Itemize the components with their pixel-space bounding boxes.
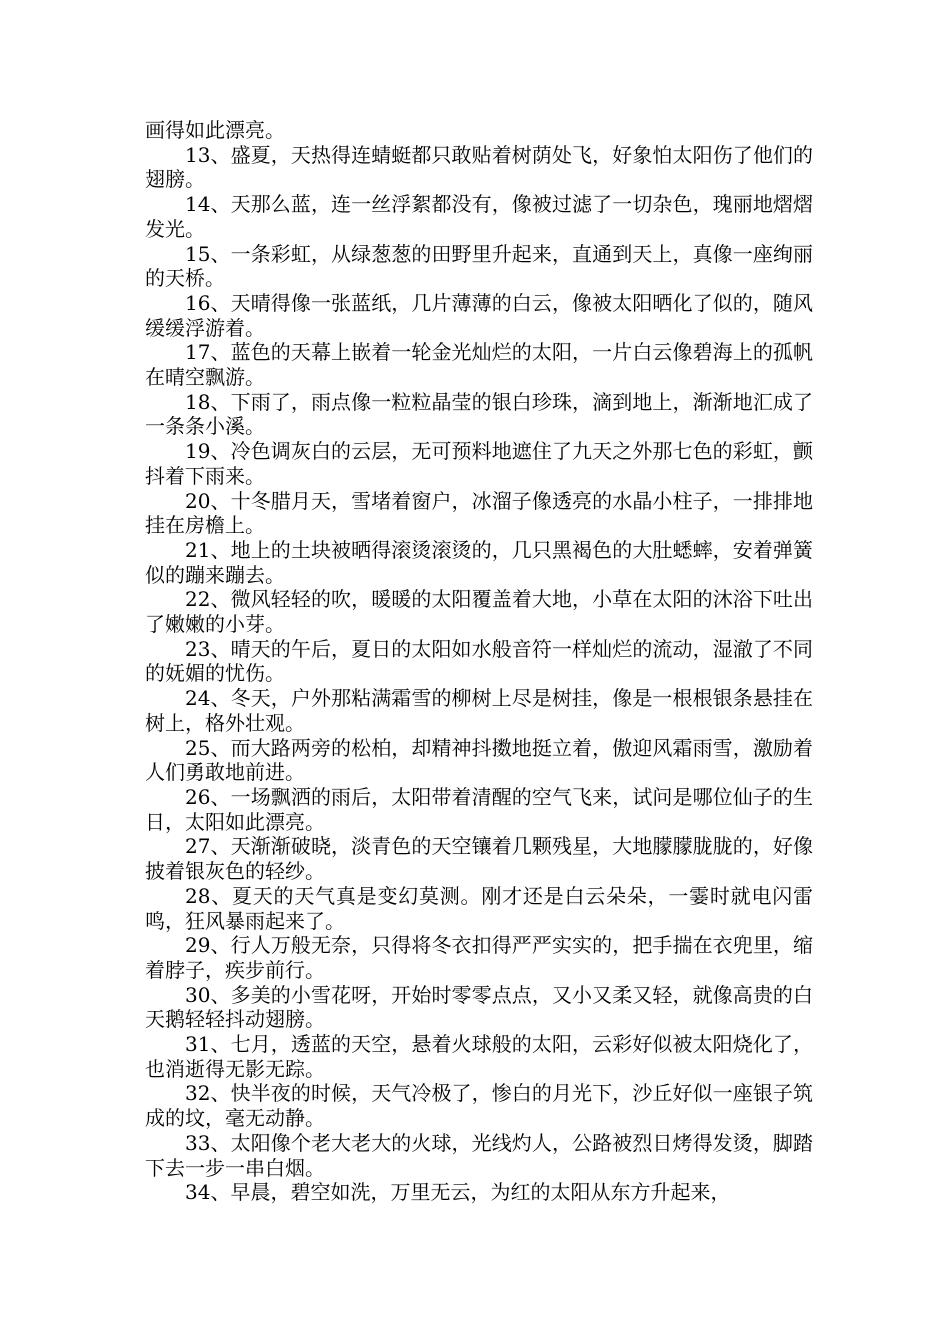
paragraph-28: 28、夏天的天气真是变幻莫测。刚才还是白云朵朵，一霎时就电闪雷鸣，狂风暴雨起来了。 [145, 883, 813, 933]
paragraph-19: 19、冷色调灰白的云层，无可预料地遮住了九天之外那七色的彩虹，颤抖着下雨来。 [145, 439, 813, 488]
paragraph-13: 13、盛夏，天热得连蜻蜓都只敢贴着树荫处飞，好象怕太阳伤了他们的翅膀。 [145, 142, 813, 192]
paragraph-21: 21、地上的土块被晒得滚烫滚烫的，几只黑褐色的大肚蟋蟀，安着弹簧似的蹦来蹦去。 [145, 537, 813, 587]
paragraph-29: 29、行人万般无奈，只得将冬衣扣得严严实实的，把手揣在衣兜里，缩着脖子，疾步前行。 [145, 933, 813, 982]
paragraph-26: 26、一场飘洒的雨后，太阳带着清醒的空气飞来，试问是哪位仙子的生日，太阳如此漂亮。 [145, 784, 813, 834]
lead-line: 画得如此漂亮。 [145, 118, 285, 142]
paragraph-20: 20、十冬腊月天，雪堵着窗户，冰溜子像透亮的水晶小柱子，一排排地挂在房檐上。 [145, 488, 813, 538]
paragraph-32: 32、快半夜的时候，天气冷极了，惨白的月光下，沙丘好似一座银子筑成的坟，毫无动静。 [145, 1081, 813, 1131]
paragraph-33: 33、太阳像个老大老大的火球，光线灼人，公路被烈日烤得发烫，脚踏下去一步一串白烟。 [145, 1130, 813, 1180]
paragraph-31: 31、七月，透蓝的天空，悬着火球般的太阳，云彩好似被太阳烧化了，也消逝得无影无踪。 [145, 1032, 813, 1081]
paragraph-17: 17、蓝色的天幕上嵌着一轮金光灿烂的太阳，一片白云像碧海上的孤帆在晴空飘游。 [145, 340, 813, 390]
paragraph-16: 16、天晴得像一张蓝纸，几片薄薄的白云，像被太阳晒化了似的，随风缓缓浮游着。 [145, 290, 813, 340]
paragraph-23: 23、晴天的午后，夏日的太阳如水般音符一样灿烂的流动，湿澈了不同的妩媚的忧伤。 [145, 636, 813, 686]
paragraph-22: 22、微风轻轻的吹，暖暖的太阳覆盖着大地，小草在太阳的沐浴下吐出了嫩嫩的小芽。 [145, 587, 813, 637]
paragraph-25: 25、而大路两旁的松柏，却精神抖擞地挺立着，傲迎风霜雨雪，激励着人们勇敢地前进。 [145, 735, 813, 785]
paragraph-24: 24、冬天，户外那粘满霜雪的柳树上尽是树挂，像是一根根银条悬挂在树上，格外壮观。 [145, 686, 813, 735]
paragraph-30: 30、多美的小雪花呀，开始时零零点点，又小又柔又轻，就像高贵的白天鹅轻轻抖动翅膀。 [145, 982, 813, 1032]
paragraph-18: 18、下雨了，雨点像一粒粒晶莹的银白珍珠，滴到地上，渐渐地汇成了一条条小溪。 [145, 389, 813, 439]
document-page [145, 118, 813, 1205]
paragraph-14: 14、天那么蓝，连一丝浮絮都没有，像被过滤了一切杂色，瑰丽地熠熠发光。 [145, 192, 813, 241]
paragraph-15: 15、一条彩虹，从绿葱葱的田野里升起来，直通到天上，真像一座绚丽的天桥。 [145, 241, 813, 291]
paragraph-27: 27、天渐渐破晓，淡青色的天空镶着几颗残星，大地朦朦胧胧的，好像披着银灰色的轻纱。 [145, 834, 813, 884]
paragraph-34: 34、早晨，碧空如洗，万里无云，为红的太阳从东方升起来， [185, 1180, 731, 1205]
